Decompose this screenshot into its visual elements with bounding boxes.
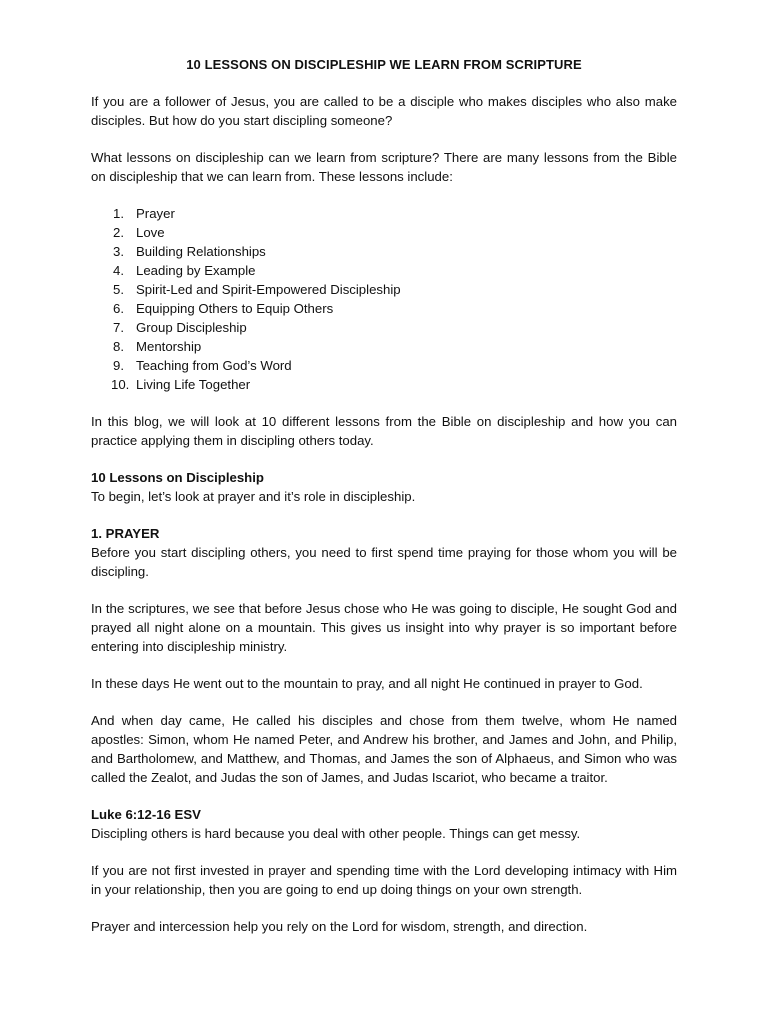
verse-paragraph-2: And when day came, He called his disciples and chose from them twelve, whom He named apostles: Simon, whom He named Peter, and Andrew his brother, and James and John, and Philip, and Bartholomew, and Matthew, and Thomas, and James the son of Alphaeus, and Simon who was called the Zealot, and Judas the son of James, and Judas Iscariot, who became a traitor. <box>91 713 677 785</box>
closing-paragraph: Prayer and intercession help you rely on the Lord for wisdom, strength, and direction. <box>91 919 588 934</box>
list-number: 2. <box>113 225 124 240</box>
list-item <box>91 337 677 356</box>
prayer-paragraph-1: Before you start discipling others, you need to first spend time praying for those whom you will be discipling. <box>91 545 677 579</box>
list-number: 10. <box>111 377 130 392</box>
list-item <box>91 261 677 280</box>
list-item-label: Prayer <box>136 206 175 221</box>
list-item <box>91 299 677 318</box>
list-item-label: Group Discipleship <box>136 320 247 335</box>
list-number: 3. <box>113 244 124 259</box>
section-intro-block <box>91 468 677 506</box>
section-heading: 10 Lessons on Discipleship <box>91 470 264 485</box>
list-item-label: Living Life Together <box>136 377 251 392</box>
list-item-label: Equipping Others to Equip Others <box>136 301 334 316</box>
list-item <box>91 375 677 394</box>
list-item-label: Love <box>136 225 165 240</box>
invested-paragraph: If you are not first invested in prayer and spending time with the Lord developing intimacy with Him in your relationship, then you are going to end up doing things on your own strength. <box>91 863 677 897</box>
list-item <box>91 280 677 299</box>
list-item-label: Spirit-Led and Spirit-Empowered Discipleship <box>136 282 401 297</box>
intro-paragraph-1: If you are a follower of Jesus, you are called to be a disciple who makes disciples who also make disciples. But how do you start discipling someone? <box>91 94 677 128</box>
list-number: 6. <box>113 301 124 316</box>
list-item-label: Teaching from God’s Word <box>136 358 292 373</box>
list-number: 8. <box>113 339 124 354</box>
list-item <box>91 356 677 375</box>
list-number: 9. <box>113 358 124 373</box>
list-number: 7. <box>113 320 124 335</box>
list-item-label: Mentorship <box>136 339 202 354</box>
list-item <box>91 204 677 223</box>
list-item-label: Building Relationships <box>136 244 266 259</box>
list-number: 5. <box>113 282 124 297</box>
list-item-label: Leading by Example <box>136 263 256 278</box>
list-number: 1. <box>113 206 124 221</box>
list-number: 4. <box>113 263 124 278</box>
list-item <box>91 223 677 242</box>
verse-paragraph-1: In these days He went out to the mountain to pray, and all night He continued in prayer to God. <box>91 676 643 691</box>
lessons-list <box>91 204 677 394</box>
list-item <box>91 318 677 337</box>
after-reference-paragraph: Discipling others is hard because you deal with other people. Things can get messy. <box>91 826 581 841</box>
document-title: 10 LESSONS ON DISCIPLESHIP WE LEARN FROM SCRIPTURE <box>186 57 582 72</box>
intro-paragraph-2: What lessons on discipleship can we learn from scripture? There are many lessons from the Bible on discipleship that we can learn from. These lessons include: <box>91 150 677 184</box>
section-intro-paragraph: To begin, let’s look at prayer and it’s role in discipleship. <box>91 489 416 504</box>
prayer-section-block <box>91 524 677 581</box>
list-item <box>91 242 677 261</box>
reference-block <box>91 805 677 843</box>
document-page <box>91 55 677 954</box>
prayer-paragraph-2: In the scriptures, we see that before Jesus chose who He was going to disciple, He sought God and prayed all night alone on a mountain. This gives us insight into why prayer is so important before entering into discipleship ministry. <box>91 601 677 654</box>
scripture-reference: Luke 6:12-16 ESV <box>91 807 201 822</box>
blog-intro-paragraph: In this blog, we will look at 10 different lessons from the Bible on discipleship and how you can practice applying them in discipling others today. <box>91 414 677 448</box>
prayer-heading: 1. PRAYER <box>91 526 160 541</box>
